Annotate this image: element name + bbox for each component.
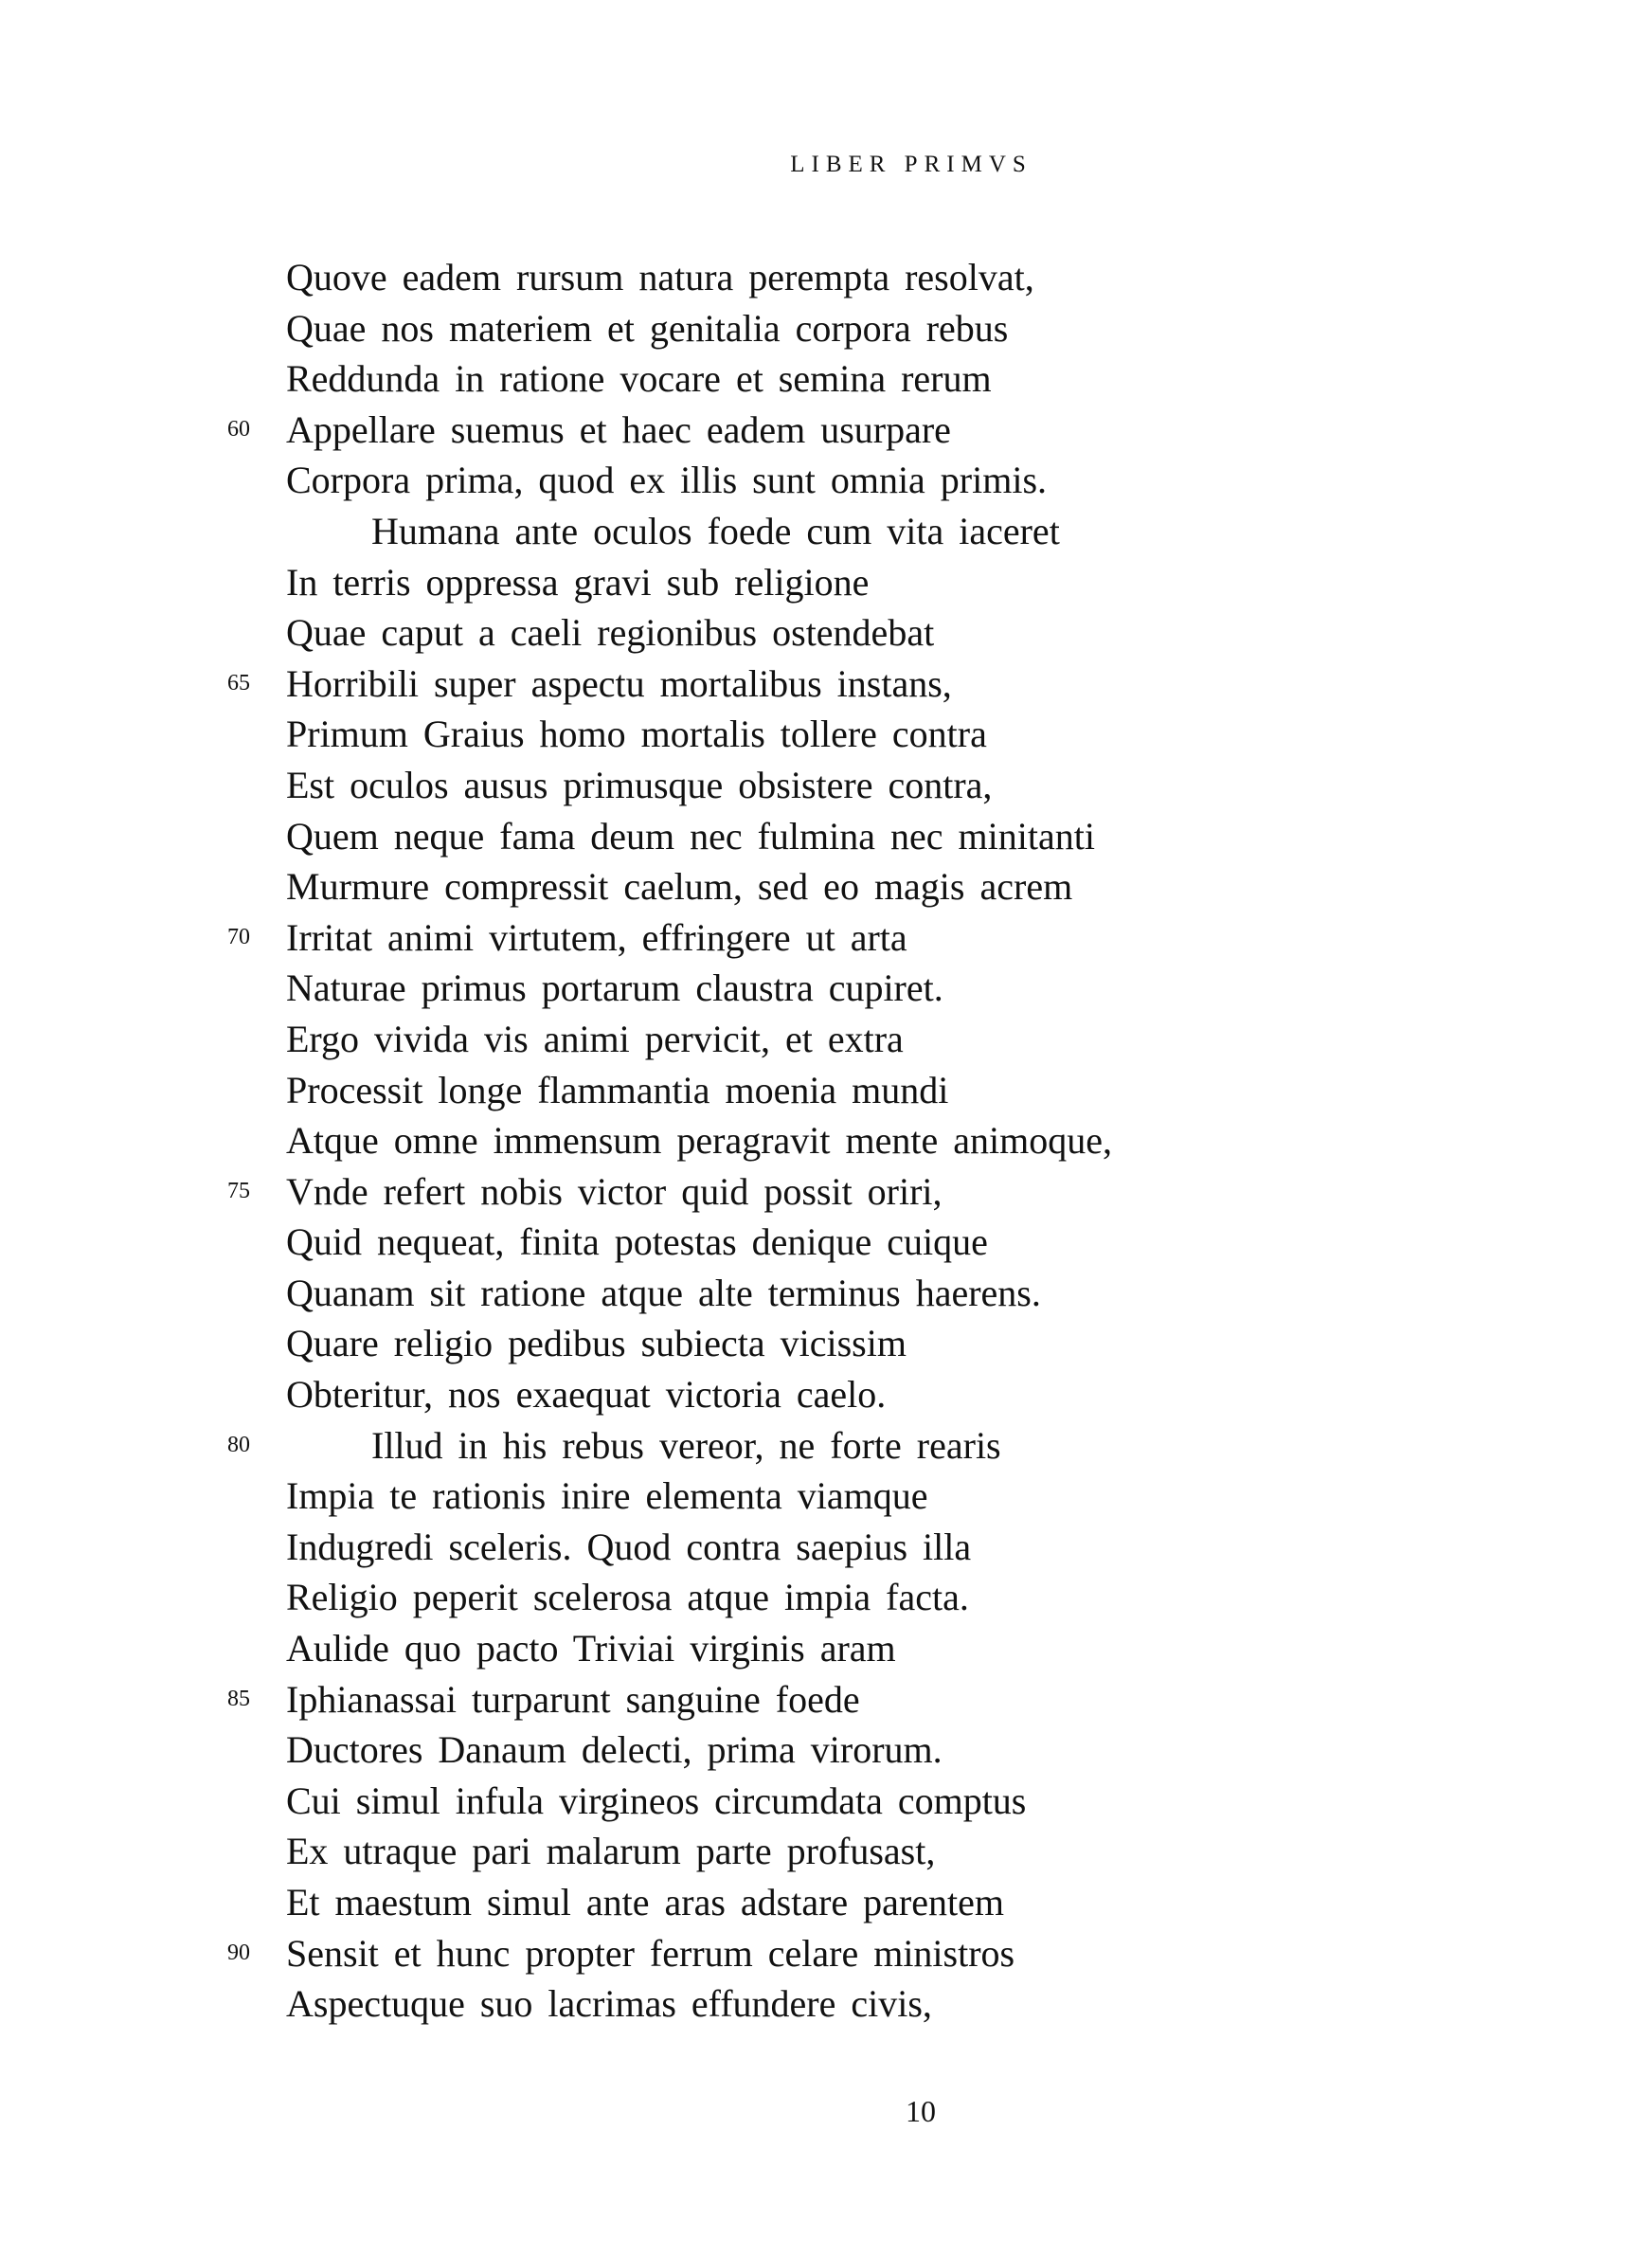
line-text: Illud in his rebus vereor, ne forte rearis	[371, 1423, 1001, 1467]
line-number: 85	[227, 1686, 250, 1711]
verse-line	[0, 506, 1652, 557]
line-text: Quae caput a caeli regionibus ostendebat	[286, 611, 935, 655]
verse-block	[0, 252, 1652, 2030]
running-head: LIBER PRIMVS	[790, 152, 1032, 177]
verse-line	[0, 1928, 1652, 1979]
verse-line	[0, 811, 1652, 862]
line-text: Indugredi sceleris. Quod contra saepius illa	[286, 1525, 972, 1568]
line-number: 65	[227, 670, 250, 695]
line-text: Murmure compressit caelum, sed eo magis acrem	[286, 865, 1073, 909]
verse-line	[0, 1420, 1652, 1472]
line-text: Religio peperit scelerosa atque impia facta.	[286, 1576, 969, 1619]
line-text: Appellare suemus et haec eadem usurpare	[286, 407, 951, 451]
verse-line	[0, 760, 1652, 811]
line-text: Quanam sit ratione atque alte terminus haerens.	[286, 1271, 1041, 1314]
verse-line	[0, 1166, 1652, 1218]
line-text: Ergo vivida vis animi pervicit, et extra	[286, 1017, 904, 1060]
verse-line	[0, 1115, 1652, 1166]
verse-line	[0, 1978, 1652, 2030]
line-number: 90	[227, 1940, 250, 1965]
line-text: Quid nequeat, finita potestas denique cuique	[286, 1220, 988, 1264]
verse-line	[0, 861, 1652, 912]
line-text: In terris oppressa gravi sub religione	[286, 560, 870, 604]
line-text: Quare religio pedibus subiecta vicissim	[286, 1322, 907, 1365]
verse-line	[0, 1776, 1652, 1827]
verse-line	[0, 1522, 1652, 1573]
line-text: Sensit et hunc propter ferrum celare ministros	[286, 1931, 1015, 1975]
verse-line	[0, 912, 1652, 964]
line-text: Corpora prima, quod ex illis sunt omnia primis.	[286, 459, 1048, 502]
line-text: Naturae primus portarum claustra cupiret.	[286, 966, 943, 1010]
line-text: Obteritur, nos exaequat victoria caelo.	[286, 1373, 887, 1417]
verse-line	[0, 1674, 1652, 1725]
line-number: 75	[227, 1178, 250, 1203]
line-text: Cui simul infula virgineos circumdata comptus	[286, 1779, 1027, 1822]
line-text: Quae nos materiem et genitalia corpora rebus	[286, 306, 1009, 350]
verse-line	[0, 1471, 1652, 1522]
verse-line	[0, 1877, 1652, 1928]
verse-line	[0, 607, 1652, 659]
line-text: Atque omne immensum peragravit mente animoque,	[286, 1119, 1112, 1163]
line-text: Irritat animi virtutem, effringere ut arta	[286, 915, 907, 959]
verse-line	[0, 1724, 1652, 1776]
verse-line	[0, 557, 1652, 608]
verse-line	[0, 1268, 1652, 1319]
verse-line	[0, 405, 1652, 456]
line-text: Aulide quo pacto Triviai virginis aram	[286, 1627, 896, 1670]
line-text: Aspectuque suo lacrimas effundere civis,	[286, 1982, 932, 2026]
verse-line	[0, 1065, 1652, 1116]
verse-line	[0, 1318, 1652, 1369]
line-number: 60	[227, 416, 250, 442]
verse-line	[0, 353, 1652, 405]
line-text: Horribili super aspectu mortalibus instans,	[286, 661, 952, 705]
verse-line	[0, 303, 1652, 354]
verse-line	[0, 1826, 1652, 1877]
page-number: 10	[906, 2094, 936, 2128]
line-text: Primum Graius homo mortalis tollere contra	[286, 713, 987, 756]
verse-line	[0, 1369, 1652, 1420]
line-text: Ex utraque pari malarum parte profusast,	[286, 1830, 936, 1873]
verse-line	[0, 1217, 1652, 1268]
verse-line	[0, 709, 1652, 760]
verse-line	[0, 1623, 1652, 1674]
verse-line	[0, 1572, 1652, 1623]
line-text: Vnde refert nobis victor quid possit oriri,	[286, 1169, 943, 1213]
line-text: Et maestum simul ante aras adstare parentem	[286, 1881, 1004, 1923]
line-number: 70	[227, 924, 250, 949]
verse-line	[0, 252, 1652, 303]
line-number: 80	[227, 1432, 250, 1457]
line-text: Humana ante oculos foede cum vita iaceret	[371, 509, 1060, 552]
line-text: Iphianassai turparunt sanguine foede	[286, 1677, 860, 1721]
line-text: Ductores Danaum delecti, prima virorum.	[286, 1728, 943, 1772]
verse-line	[0, 455, 1652, 506]
line-text: Quem neque fama deum nec fulmina nec minitanti	[286, 814, 1095, 858]
verse-line	[0, 1014, 1652, 1065]
line-text: Processit longe flammantia moenia mundi	[286, 1068, 949, 1111]
line-text: Reddunda in ratione vocare et semina rerum	[286, 357, 992, 401]
line-text: Est oculos ausus primusque obsistere contra,	[286, 763, 993, 806]
line-text: Quove eadem rursum natura perempta resolvat,	[286, 256, 1034, 298]
line-text: Impia te rationis inire elementa viamque	[286, 1474, 928, 1518]
verse-line	[0, 963, 1652, 1014]
verse-line	[0, 659, 1652, 710]
